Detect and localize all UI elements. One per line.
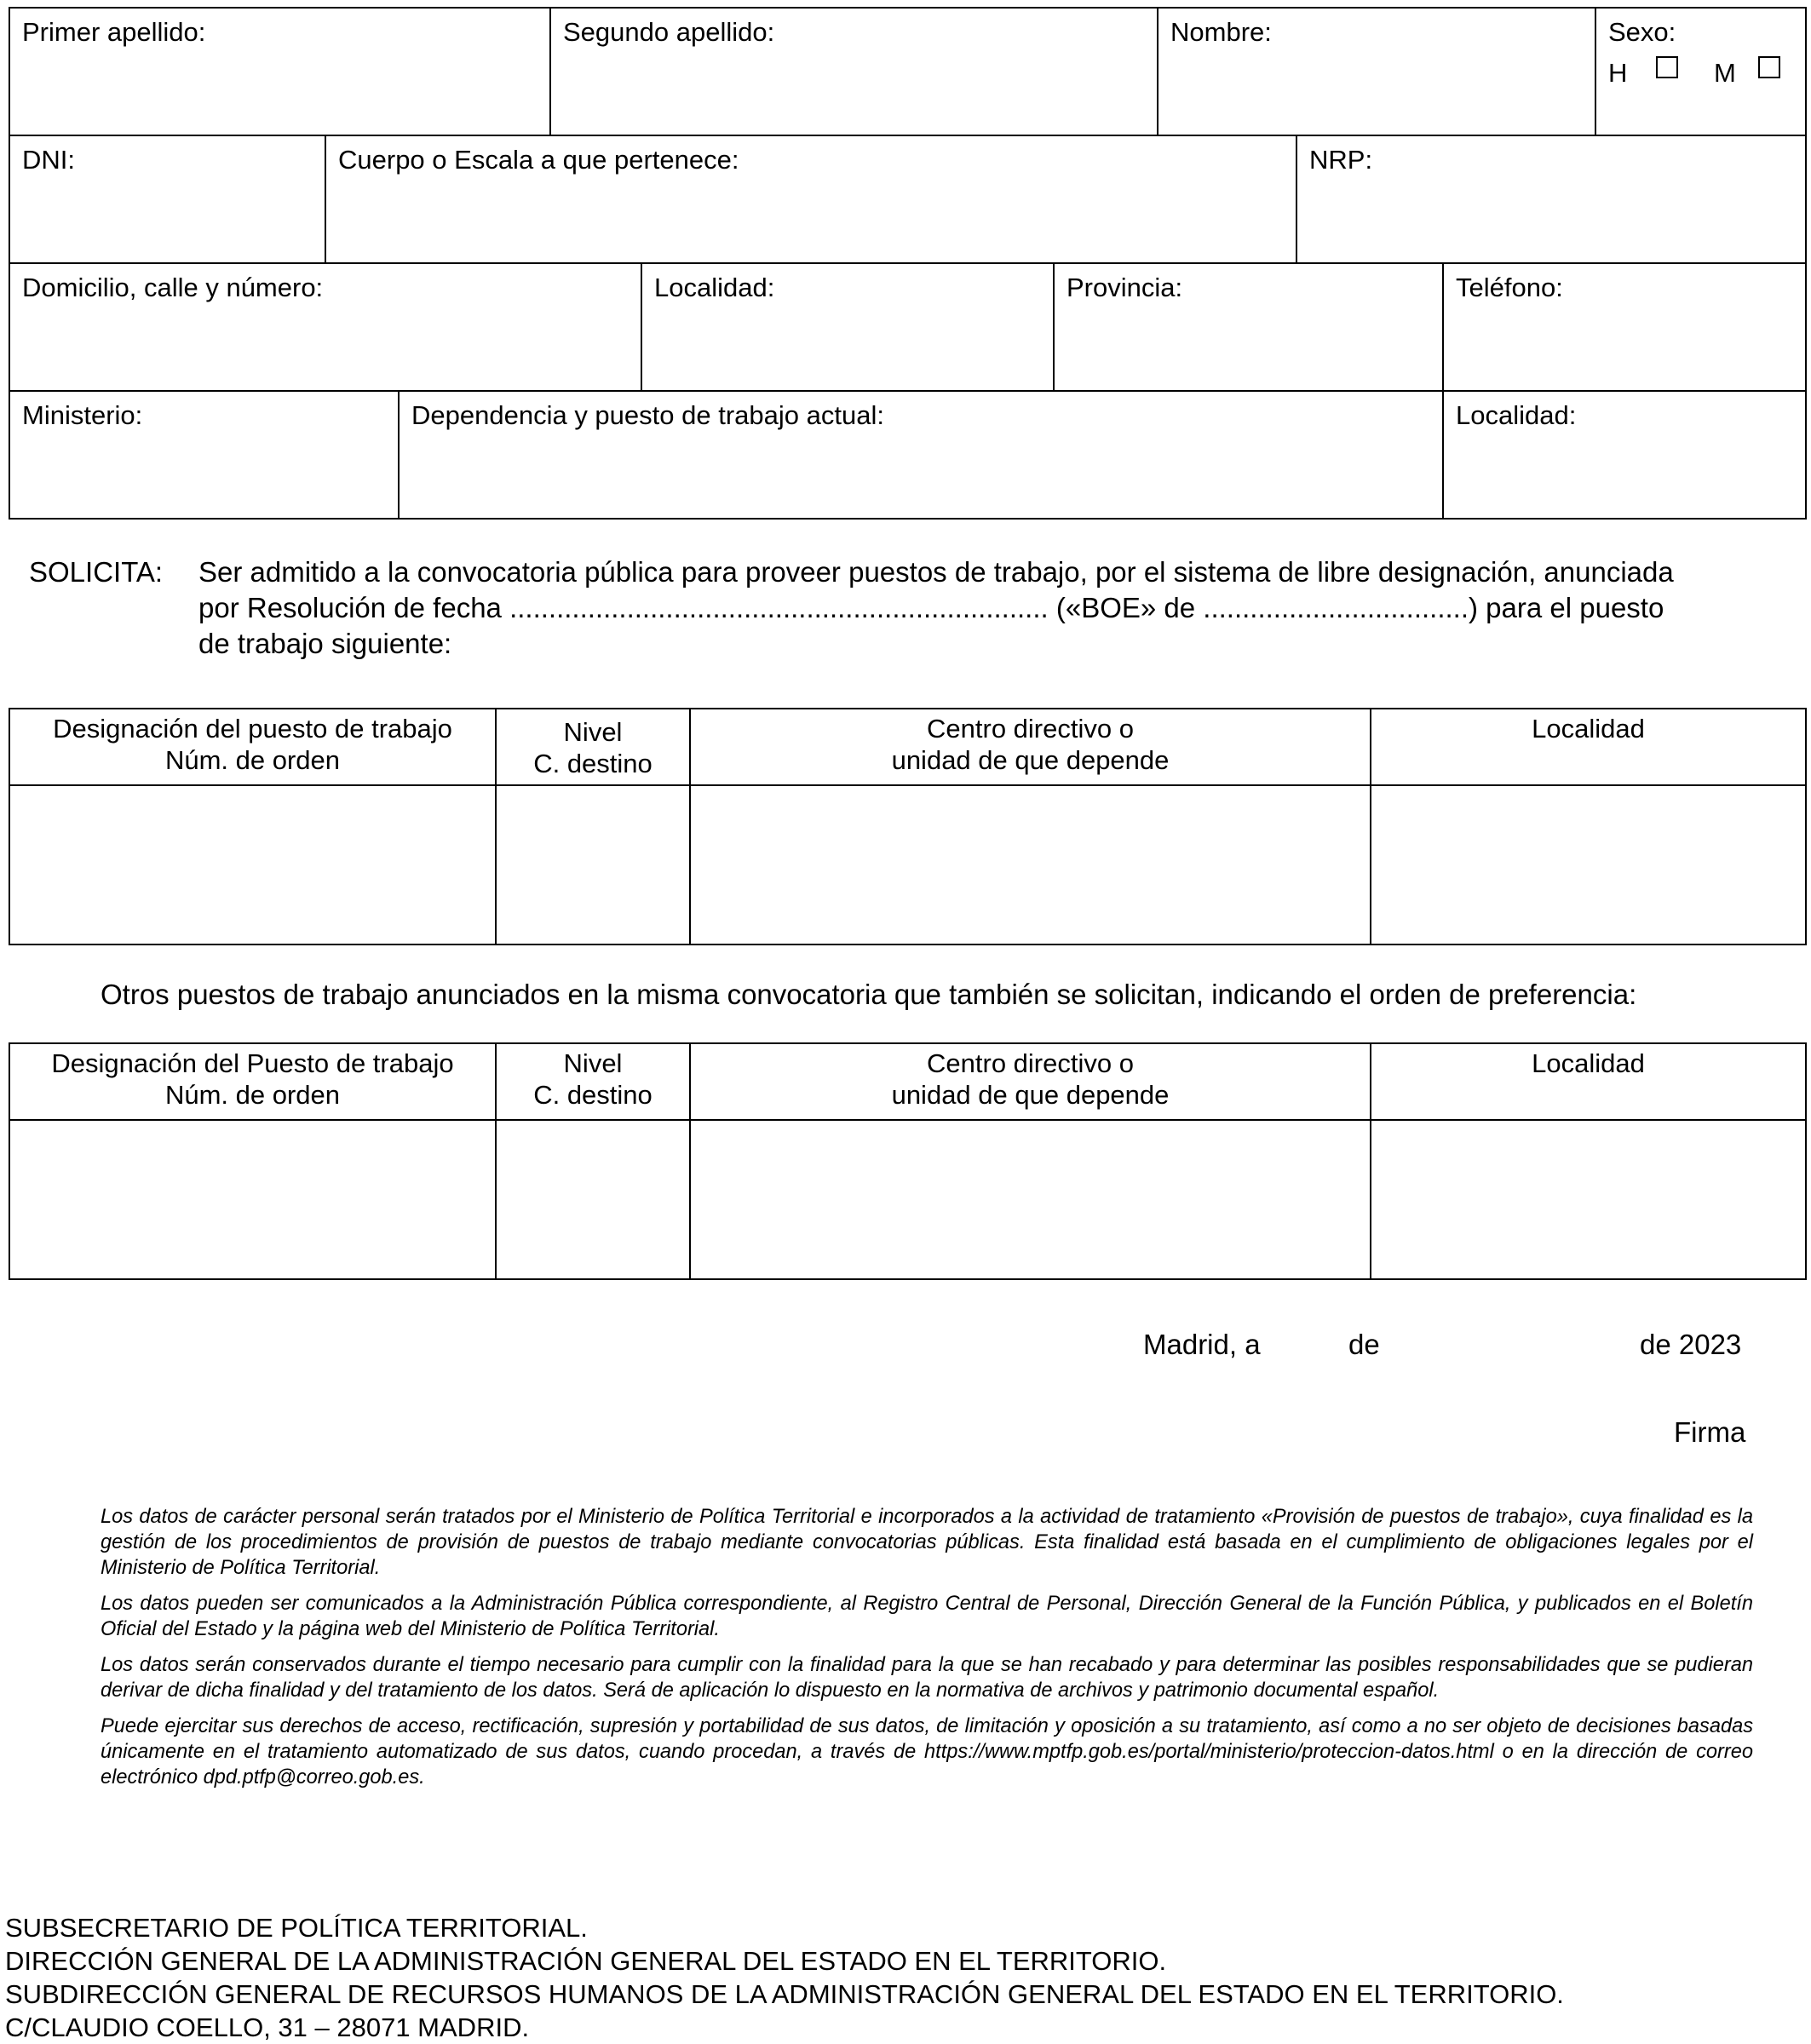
otros-puestos-text: Otros puestos de trabajo anunciados en la misma convocatoria que también se solicitan, indicando el orden de preferencia: — [101, 979, 1637, 1010]
t2-col1-line1: Designación del Puesto de trabajo — [51, 1048, 454, 1078]
t1-header-col3 — [689, 708, 1371, 786]
t1-cell-col4[interactable] — [1370, 784, 1807, 945]
provincia-field[interactable] — [1053, 262, 1444, 392]
localidad-field[interactable] — [641, 262, 1055, 392]
nombre-field[interactable] — [1157, 7, 1596, 136]
privacy-paragraph-4: Puede ejercitar sus derechos de acceso, rectificación, supresión y portabilidad de sus datos, de limitación y oposición a su tratamiento, así como a no ser objeto de decisiones basadas únicamente en el tratamiento automatizado de sus datos, cuando procedan, a través de https://www.mptfp.gob.es/portal/ministerio/proteccion-datos.html o en la dirección de correo electrónico dpd.ptfp@correo.gob.es. — [101, 1715, 1753, 1788]
t2-header-col1 — [9, 1042, 497, 1121]
cuerpo-label: Cuerpo o Escala a que pertenece: — [338, 145, 739, 175]
dni-label: DNI: — [22, 145, 75, 175]
date-year: de 2023 — [1640, 1329, 1742, 1360]
t1-col3-line1: Centro directivo o — [927, 714, 1134, 744]
t1-col3-line2: unidad de que depende — [891, 745, 1170, 775]
t2-col1-line2: Núm. de orden — [164, 1080, 341, 1110]
sexo-m-label: M — [1714, 58, 1736, 88]
primer-apellido-field[interactable] — [9, 7, 551, 136]
footer-line-3: SUBDIRECCIÓN GENERAL DE RECURSOS HUMANOS DE LA ADMINISTRACIÓN GENERAL DEL ESTADO EN EL TERRITORIO. — [5, 1979, 1564, 2009]
solicita-line-2: por Resolución de fecha ..................................................................... («BOE» de ..................................) para el puesto — [198, 592, 1664, 623]
provincia-label: Provincia: — [1066, 273, 1183, 302]
t2-cell-col2[interactable] — [495, 1119, 691, 1280]
sexo-label: Sexo: — [1608, 17, 1676, 47]
t1-header-col2 — [495, 708, 691, 786]
telefono-field[interactable] — [1442, 262, 1807, 392]
footer-line-4: C/CLAUDIO COELLO, 31 – 28071 MADRID. — [5, 2012, 530, 2042]
footer-line-1: SUBSECRETARIO DE POLÍTICA TERRITORIAL. — [5, 1913, 588, 1943]
ministerio-field[interactable] — [9, 390, 400, 520]
primer-apellido-label: Primer apellido: — [22, 17, 206, 47]
nrp-field[interactable] — [1296, 135, 1807, 264]
segundo-apellido-label: Segundo apellido: — [563, 17, 775, 47]
t1-col2-line2: C. destino — [533, 749, 653, 778]
ministerio-label: Ministerio: — [22, 400, 143, 430]
segundo-apellido-field[interactable] — [549, 7, 1158, 136]
t2-col2-line2: C. destino — [533, 1080, 653, 1110]
solicita-line-3: de trabajo siguiente: — [198, 628, 452, 659]
t1-header-col1 — [9, 708, 497, 786]
telefono-label: Teléfono: — [1456, 273, 1563, 302]
localidad-actual-field[interactable] — [1442, 390, 1807, 520]
t2-col3-line1: Centro directivo o — [927, 1048, 1134, 1078]
privacy-paragraph-1: Los datos de carácter personal serán tratados por el Ministerio de Política Territorial e incorporados a la actividad de tratamiento «Provisión de puestos de trabajo», cuya finalidad es la gestión de los procedimientos de provisión de puestos de trabajo mediante convocatorias públicas. Esta finalidad está basada en el cumplimiento de obligaciones legales por el Ministerio de Política Territorial. — [101, 1506, 1753, 1579]
sexo-field — [1595, 7, 1807, 136]
date-madrid: Madrid, a — [1143, 1329, 1261, 1360]
domicilio-field[interactable] — [9, 262, 642, 392]
firma-label: Firma — [1674, 1416, 1746, 1448]
nrp-label: NRP: — [1309, 145, 1373, 175]
localidad-label: Localidad: — [654, 273, 775, 302]
cuerpo-field[interactable] — [325, 135, 1297, 264]
t2-col4-label: Localidad — [1532, 1048, 1645, 1078]
t2-header-col3 — [689, 1042, 1371, 1121]
footer-address — [5, 1911, 1564, 2044]
privacy-notice — [101, 1504, 1753, 1800]
domicilio-label: Domicilio, calle y número: — [22, 273, 324, 302]
solicita-label: SOLICITA: — [29, 556, 164, 588]
t1-col1-line2: Núm. de orden — [164, 745, 341, 775]
t2-cell-col3[interactable] — [689, 1119, 1371, 1280]
date-de-1: de — [1348, 1329, 1380, 1360]
t2-header-col2 — [495, 1042, 691, 1121]
t1-cell-col2[interactable] — [495, 784, 691, 945]
localidad-actual-label: Localidad: — [1456, 400, 1577, 430]
t2-col2-line1: Nivel — [563, 1048, 623, 1078]
dependencia-label: Dependencia y puesto de trabajo actual: — [411, 400, 884, 430]
footer-line-2: DIRECCIÓN GENERAL DE LA ADMINISTRACIÓN GENERAL DEL ESTADO EN EL TERRITORIO. — [5, 1946, 1167, 1976]
t2-cell-col1[interactable] — [9, 1119, 497, 1280]
nombre-label: Nombre: — [1170, 17, 1272, 47]
sexo-h-label: H — [1608, 58, 1628, 88]
dependencia-field[interactable] — [398, 390, 1444, 520]
t1-cell-col3[interactable] — [689, 784, 1371, 945]
dni-field[interactable] — [9, 135, 326, 264]
privacy-paragraph-3: Los datos serán conservados durante el tiempo necesario para cumplir con la finalidad para la que se han recabado y para determinar las posibles responsabilidades que se pudieran derivar de dicha finalidad y del tratamiento de los datos. Será de aplicación lo dispuesto en la normativa de archivos y patrimonio documental español. — [101, 1654, 1753, 1702]
t2-col3-line2: unidad de que depende — [891, 1080, 1170, 1110]
t1-col1-line1: Designación del puesto de trabajo — [53, 714, 452, 744]
t1-header-col4 — [1370, 708, 1807, 786]
sexo-h-checkbox[interactable] — [1656, 56, 1678, 78]
solicita-text — [198, 554, 1800, 662]
t1-col4-label: Localidad — [1532, 714, 1645, 744]
privacy-paragraph-2: Los datos pueden ser comunicados a la Administración Pública correspondiente, al Registro Central de Personal, Dirección General de la Función Pública, y publicados en el Boletín Oficial del Estado y la página web del Ministerio de Política Territorial. — [101, 1593, 1753, 1640]
t2-cell-col4[interactable] — [1370, 1119, 1807, 1280]
sexo-m-checkbox[interactable] — [1758, 56, 1780, 78]
t2-header-col4 — [1370, 1042, 1807, 1121]
t1-col2-line1: Nivel — [563, 717, 623, 747]
solicita-line-1: Ser admitido a la convocatoria pública para proveer puestos de trabajo, por el sistema de libre designación, anunciada — [198, 556, 1674, 588]
t1-cell-col1[interactable] — [9, 784, 497, 945]
